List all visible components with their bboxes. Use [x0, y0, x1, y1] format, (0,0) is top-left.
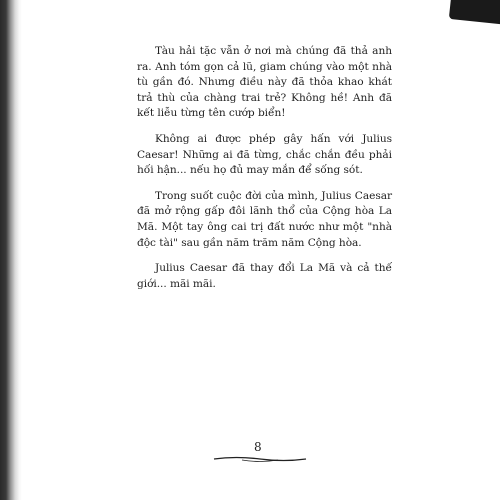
page-corner-shadow	[449, 0, 500, 25]
paragraph-lifetime: Trong suốt cuộc đời của mình, Julius Caesar đã mở rộng gấp đôi lãnh thổ của Cộng hòa La Mã. Một tay ông cai trị đất nước như một "nhà độc tài" sau gần năm trăm năm Cộng hòa.	[137, 189, 392, 249]
paragraph-no-one-provokes: Không ai được phép gây hấn với Julius Caesar! Những ai đã từng, chắc chắn đều phải hối hận... nếu họ đủ may mắn để sống sót.	[137, 132, 392, 177]
paragraph-pirates: Tàu hải tặc vẫn ở nơi mà chúng đã thả anh ra. Anh tóm gọn cả lũ, giam chúng vào một nhà tù gần đó. Nhưng điều này đã thỏa khao khát trả thù của chàng trai trẻ? Không hề! Anh đã kết liễu từng tên cướp biển!	[137, 45, 392, 120]
page-number: 8	[254, 440, 262, 454]
page-text-body	[137, 44, 392, 302]
book-spine-shadow	[0, 0, 22, 500]
paragraph-changed-rome: Julius Caesar đã thay đổi La Mã và cả thế giới... mãi mãi.	[137, 262, 392, 290]
page-number-ornament	[212, 455, 308, 463]
